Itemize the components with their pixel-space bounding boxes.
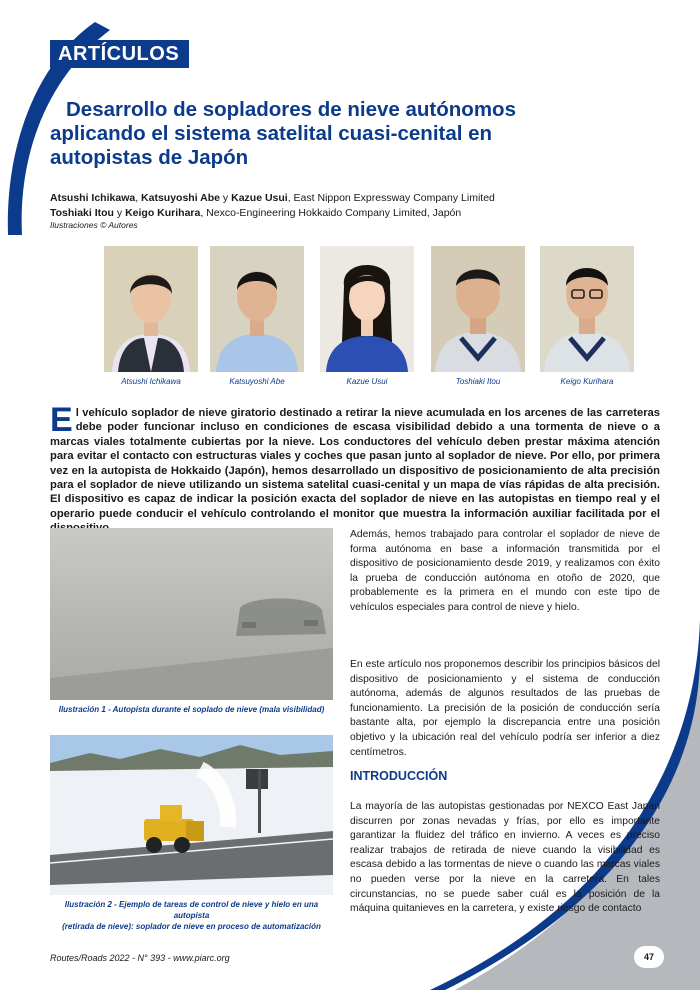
body-paragraph: La mayoría de las autopistas gestionadas por NEXCO East Japan discurren por zonas nevadas y frías, por ello es importante garantizar la fluidez del tráfico en invierno. A veces es preciso realizar trabajos de retirada de nieve cuando la visibilidad es escasa debido a las tormentas de nieve o cuando las marcas viales no pueden verse por la nieve en la carretera. En tales circunstancias, no se puede saber cuál es la posición de la máquina quitanieves en la carretera, y existe riesgo de contacto xyxy=(350,801,660,915)
drop-cap: E xyxy=(50,401,73,439)
portrait-caption: Katsuyoshi Abe xyxy=(229,377,285,386)
lead-paragraph xyxy=(50,401,660,536)
figure-2-image xyxy=(50,735,333,895)
author-affiliation: , East Nippon Expressway Company Limited xyxy=(287,192,495,204)
author-line-2 xyxy=(50,206,650,221)
journal-footer: Routes/Roads 2022 - N° 393 - www.piarc.org xyxy=(50,953,230,963)
author-separator: , xyxy=(135,192,142,204)
author-separator: y xyxy=(113,207,126,219)
author-name: Toshiaki Itou xyxy=(50,207,114,219)
author-list xyxy=(50,191,650,221)
article-title xyxy=(50,98,610,170)
section-label: ARTÍCULOS xyxy=(50,40,189,68)
figure-2-caption-line: Ilustración 2 - Ejemplo de tareas de control de nieve y hielo en una autopista xyxy=(64,900,319,920)
title-line: autopistas de Japón xyxy=(50,146,249,169)
portrait-caption: Keigo Kurihara xyxy=(560,377,614,386)
portrait-caption: Atsushi Ichikawa xyxy=(121,377,181,386)
body-paragraph: En este artículo nos proponemos describir los principios básicos del dispositivo de posicionamiento y el sistema de conducción autónoma, además de algunos resultados de las pruebas de funcionamiento. La precisión de la posición de conducción sería bastante alta, por ejemplo la discrepancia entre una posición objetivo y la ubicación real del vehículo podría ser inferior a diez centímetros. xyxy=(350,659,660,758)
portrait-caption: Kazue Usui xyxy=(346,377,388,386)
lead-text: l vehículo soplador de nieve giratorio destinado a retirar la nieve acumulada en los arcenes de las carreteras debe poder funcionar incluso en condiciones de escasa visibilidad debido a una tormenta de nieve o a marcas viales totalmente cubiertas por la nieve. Los conductores del vehículo deben prestar máxima atención para evitar el contacto con estructuras viales y coches que pasan junto al soplador de nieve. Por ello, por primera vez en la autopista de Hokkaido (Japón), hemos desarrollado un dispositivo de posicionamiento de alta precisión para el soplador de nieve utilizando un sistema satelital cuasi-cenital y un mapa de vías rápidas de alta precisión. El dispositivo es capaz de indicar la posición exacta del soplador de nieve en las autopistas en tiempo real y el operario puede conducir el vehículo controlando el monitor que muestra la información auxiliar facilitada por el xyxy=(50,407,660,520)
figure-1-caption: Ilustración 1 - Autopista durante el soplado de nieve (mala visibilidad) xyxy=(58,705,325,714)
title-line: aplicando el sistema satelital cuasi-cenital en xyxy=(50,122,493,145)
author-name: Katsuyoshi Abe xyxy=(141,192,221,204)
title-line: Desarrollo de sopladores de nieve autónomos xyxy=(66,98,516,121)
author-name: Kazue Usui xyxy=(231,192,288,204)
author-portrait xyxy=(320,246,414,372)
section-heading: INTRODUCCIÓN xyxy=(350,769,448,783)
illustration-credit: Ilustraciones © Autores xyxy=(50,220,138,230)
author-portrait xyxy=(210,246,304,372)
figure-1-image xyxy=(50,528,333,700)
author-portrait xyxy=(431,246,525,372)
author-portrait xyxy=(540,246,634,372)
author-name: Keigo Kurihara xyxy=(125,207,201,219)
body-paragraph: Además, hemos trabajado para controlar el soplador de nieve de forma autónoma en base a información transmitida por el dispositivo de posicionamiento desde 2019, y realizamos con éxito la prueba de conducción autónoma en otoño de 2020, que probablemente es la primera en el mundo con este tipo de vehículos especiales para control de nieve y hielo. xyxy=(350,529,660,613)
figure-2-caption-line: (retirada de nieve): soplador de nieve en proceso de automatización xyxy=(62,922,321,931)
figure-2-caption xyxy=(50,899,333,932)
author-name: Atsushi Ichikawa xyxy=(50,192,136,204)
portrait-caption: Toshiaki Itou xyxy=(455,377,501,386)
author-affiliation: , Nexco-Engineering Hokkaido Company Limited, Japón xyxy=(200,207,462,219)
author-line-1 xyxy=(50,191,650,206)
author-separator: y xyxy=(220,192,232,204)
page-number: 47 xyxy=(634,946,664,968)
author-portrait xyxy=(104,246,198,372)
